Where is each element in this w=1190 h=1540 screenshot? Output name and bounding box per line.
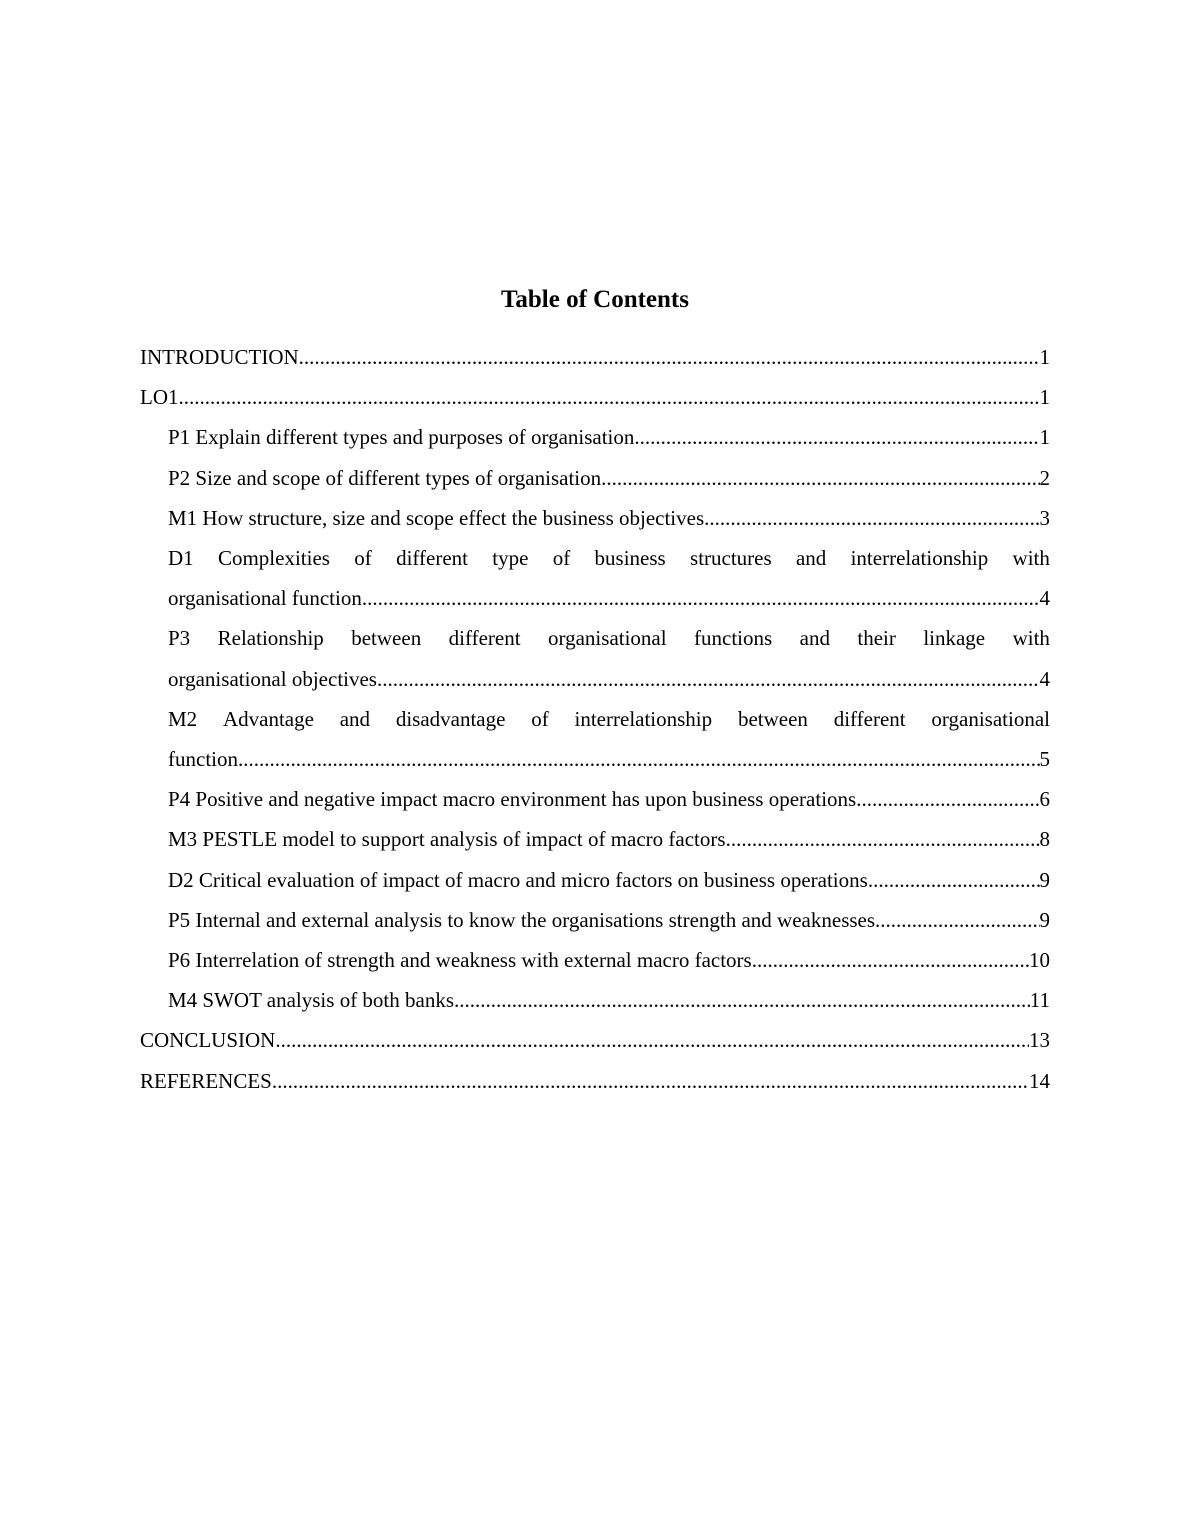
word: interrelationship xyxy=(574,706,713,731)
toc-entry-label-line1 xyxy=(168,618,1050,658)
toc-entry-line2 xyxy=(168,739,1050,779)
dot-leader xyxy=(299,337,1040,377)
toc-entry-page: 13 xyxy=(1029,1028,1050,1053)
toc-entry-page: 9 xyxy=(1039,907,1050,932)
word: structures xyxy=(690,546,772,571)
toc-entry-conclusion[interactable] xyxy=(140,1020,1050,1060)
word: Complexities xyxy=(217,546,330,571)
word: between xyxy=(737,706,808,731)
dot-leader xyxy=(856,779,1039,819)
word: Advantage xyxy=(222,706,314,731)
dot-leader xyxy=(704,498,1039,538)
dot-leader xyxy=(179,377,1040,417)
word: different xyxy=(833,706,906,731)
toc-entry-label: P5 Internal and external analysis to know the organisations strength and weaknesses xyxy=(168,907,876,932)
toc-entry-label: function xyxy=(168,747,238,772)
word: different xyxy=(396,546,468,571)
word: disadvantage xyxy=(395,706,506,731)
dot-leader xyxy=(752,940,1029,980)
dot-leader xyxy=(238,739,1040,779)
word: and xyxy=(799,626,830,651)
toc-entry-p4[interactable] xyxy=(140,779,1050,819)
dot-leader xyxy=(875,900,1039,940)
word: business xyxy=(594,546,666,571)
table-of-contents xyxy=(140,337,1050,1101)
toc-entry-page: 9 xyxy=(1039,867,1050,892)
toc-entry-page: 1 xyxy=(1039,345,1050,369)
word: different xyxy=(448,626,521,651)
word: with xyxy=(1012,546,1050,571)
toc-entry-label: M4 SWOT analysis of both banks xyxy=(168,988,455,1013)
toc-entry-label: P6 Interrelation of strength and weakness with external macro factors xyxy=(168,948,752,973)
word: between xyxy=(351,626,422,651)
toc-entry-page: 3 xyxy=(1039,505,1050,530)
toc-entry-label: REFERENCES xyxy=(140,1068,272,1093)
toc-entry-page: 5 xyxy=(1039,747,1050,772)
dot-leader xyxy=(272,1061,1029,1101)
toc-entry-line2 xyxy=(168,578,1050,618)
toc-entry-label: M1 How structure, size and scope effect the business objectives xyxy=(168,505,705,530)
word: M2 xyxy=(168,706,198,731)
toc-entry-label-line1 xyxy=(168,538,1050,578)
toc-entry-references[interactable] xyxy=(140,1061,1050,1101)
toc-entry-m2[interactable] xyxy=(140,699,1050,779)
dot-leader xyxy=(726,819,1040,859)
toc-entry-page: 4 xyxy=(1039,586,1050,611)
toc-entry-p3[interactable] xyxy=(140,618,1050,698)
toc-entry-page: 11 xyxy=(1029,988,1050,1013)
toc-entry-label: LO1 xyxy=(140,385,179,410)
document-title: Table of Contents xyxy=(501,286,689,313)
toc-entry-p2[interactable] xyxy=(140,458,1050,498)
word: of xyxy=(552,546,571,571)
toc-entry-label: organisational function xyxy=(168,586,362,611)
word: interrelationship xyxy=(850,546,989,571)
toc-entry-introduction[interactable] xyxy=(140,337,1050,377)
dot-leader xyxy=(601,458,1039,498)
word: of xyxy=(354,546,372,571)
toc-entry-lo1[interactable] xyxy=(140,377,1050,417)
toc-entry-page: 4 xyxy=(1039,666,1050,691)
toc-entry-d2[interactable] xyxy=(140,860,1050,900)
toc-entry-page: 1 xyxy=(1039,425,1050,450)
toc-entry-label: P2 Size and scope of different types of organisation xyxy=(168,465,602,490)
toc-entry-label-line1 xyxy=(168,699,1050,739)
toc-entry-label: CONCLUSION xyxy=(140,1028,276,1053)
word: linkage xyxy=(923,626,986,651)
toc-entry-label: D2 Critical evaluation of impact of macro and micro factors on business operations xyxy=(168,867,868,892)
word: their xyxy=(857,626,896,651)
toc-entry-m1[interactable] xyxy=(140,498,1050,538)
toc-entry-label: INTRODUCTION xyxy=(140,345,299,369)
word: Relationship xyxy=(217,626,324,651)
toc-entry-m4[interactable] xyxy=(140,980,1050,1020)
toc-entry-d1[interactable] xyxy=(140,538,1050,618)
toc-entry-page: 2 xyxy=(1039,465,1050,490)
dot-leader xyxy=(454,980,1030,1020)
toc-entry-m3[interactable] xyxy=(140,819,1050,859)
word: functions xyxy=(694,626,773,651)
word: organisational xyxy=(931,706,1050,731)
word: of xyxy=(531,706,549,731)
toc-entry-p5[interactable] xyxy=(140,900,1050,940)
dot-leader xyxy=(362,578,1040,618)
word: D1 xyxy=(168,546,194,571)
word: and xyxy=(795,546,827,571)
toc-entry-page: 8 xyxy=(1039,827,1050,852)
toc-entry-label: P4 Positive and negative impact macro environment has upon business operations xyxy=(168,787,857,812)
dot-leader xyxy=(275,1020,1029,1060)
toc-entry-label: M3 PESTLE model to support analysis of impact of macro factors xyxy=(168,827,726,852)
toc-entry-page: 14 xyxy=(1029,1068,1050,1093)
toc-entry-label: P1 Explain different types and purposes of organisation xyxy=(168,425,635,450)
word: P3 xyxy=(168,626,191,651)
toc-entry-p6[interactable] xyxy=(140,940,1050,980)
dot-leader xyxy=(868,860,1040,900)
toc-entry-p1[interactable] xyxy=(140,417,1050,457)
toc-entry-page: 6 xyxy=(1039,787,1050,812)
dot-leader xyxy=(377,659,1040,699)
dot-leader xyxy=(634,417,1039,457)
word: type xyxy=(492,546,529,571)
word: with xyxy=(1012,626,1050,651)
toc-entry-label: organisational objectives xyxy=(168,666,377,691)
toc-entry-page: 10 xyxy=(1029,948,1050,973)
toc-entry-page: 1 xyxy=(1039,385,1050,410)
toc-entry-line2 xyxy=(168,659,1050,699)
word: organisational xyxy=(548,626,667,651)
word: and xyxy=(339,706,371,731)
